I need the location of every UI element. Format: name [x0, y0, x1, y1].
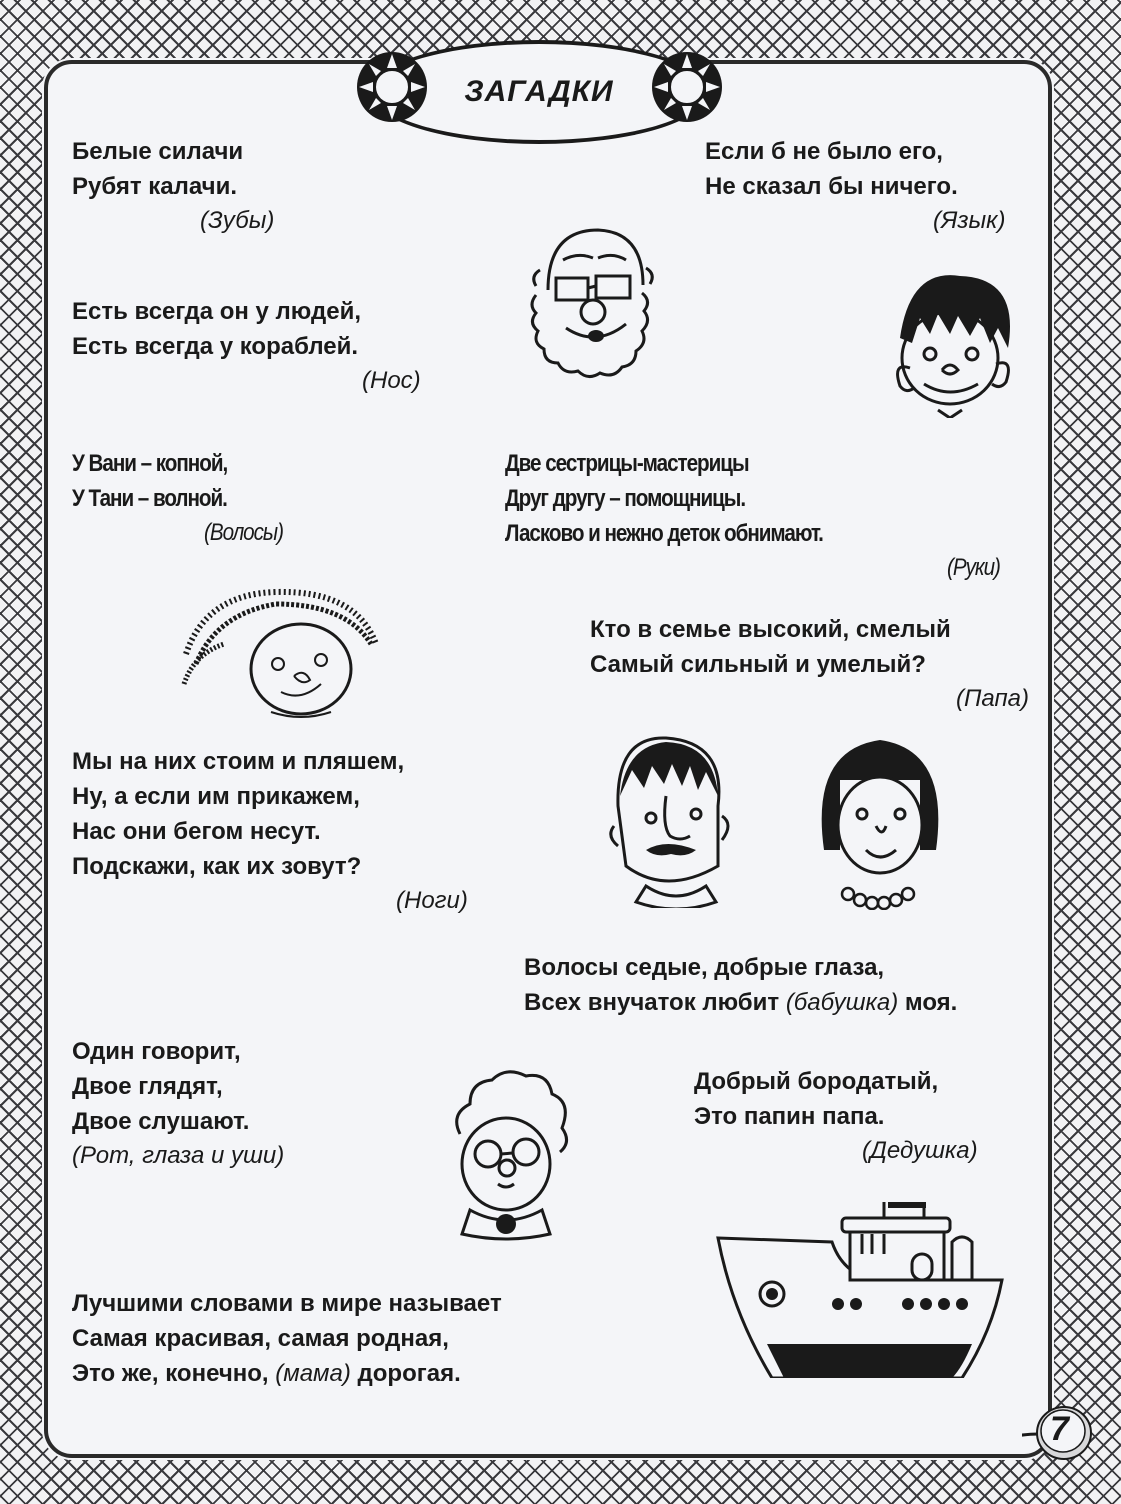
riddle-grandma: [524, 950, 957, 1020]
riddle-line: Две сестрицы-мастерицы: [505, 450, 749, 477]
riddle-grandpa: [694, 1064, 978, 1168]
riddle-line: Если б не было его,: [705, 138, 943, 165]
riddle-line: Белые силачи: [72, 138, 244, 165]
riddle-line: Один говорит,: [72, 1038, 241, 1065]
girl-face-icon: [176, 584, 386, 724]
riddle-hair: [72, 446, 296, 550]
riddle-line: Самый сильный и умелый?: [590, 651, 926, 678]
riddle-answer: (Папа): [956, 685, 1030, 712]
riddle-line: Двое глядят,: [72, 1073, 223, 1100]
grandma-face-icon: [440, 1064, 570, 1244]
riddle-answer: (Ноги): [396, 887, 468, 914]
riddle-text: моя.: [898, 989, 958, 1016]
riddle-answer: (Волосы): [204, 519, 283, 546]
riddle-line: Нас они бегом несут.: [72, 818, 321, 845]
grandpa-face-icon: [518, 220, 668, 385]
riddle-line: Ласково и нежно деток обнимают.: [505, 520, 823, 547]
riddle-answer: (мама): [275, 1360, 351, 1387]
riddle-line: Не сказал бы ничего.: [705, 173, 958, 200]
riddle-tongue: [705, 134, 1006, 238]
ship-icon: [712, 1202, 1012, 1378]
riddle-line: Мы на них стоим и пляшем,: [72, 748, 405, 775]
dad-face-icon: [606, 726, 734, 908]
riddle-legs: [72, 744, 468, 918]
riddle-line: [72, 1356, 502, 1391]
riddle-line: Двое слушают.: [72, 1108, 250, 1135]
riddle-line: Подскажи, как их зовут?: [72, 853, 362, 880]
riddle-face-parts: [72, 1034, 284, 1173]
riddle-answer: (Язык): [933, 207, 1006, 234]
riddle-hands: [505, 446, 1008, 585]
riddle-line: Лучшими словами в мире называет: [72, 1290, 502, 1317]
riddle-text: Всех внучаток любит: [524, 989, 786, 1016]
riddle-answer: (Рот, глаза и уши): [72, 1142, 285, 1169]
riddle-dad: [590, 612, 1029, 716]
riddle-text: дорогая.: [350, 1360, 461, 1387]
riddle-answer: (Дедушка): [862, 1137, 978, 1164]
boy-face-icon: [880, 268, 1020, 418]
mom-face-icon: [810, 730, 950, 910]
riddle-line: Рубят калачи.: [72, 173, 237, 200]
riddle-line: Это папин папа.: [694, 1103, 885, 1130]
page-title: ЗАГАДКИ: [464, 75, 614, 108]
page-number-badge: [1022, 1400, 1092, 1466]
sun-ornament-icon: [355, 50, 429, 124]
riddle-line: Волосы седые, добрые глаза,: [524, 954, 885, 981]
riddle-line: Есть всегда у кораблей.: [72, 333, 359, 360]
riddle-line: Есть всегда он у людей,: [72, 298, 361, 325]
page-number: 7: [1050, 1410, 1069, 1448]
riddle-answer: (Руки): [947, 554, 1000, 581]
riddle-line: Друг другу – помощницы.: [505, 485, 746, 512]
riddle-line: Самая красивая, самая родная,: [72, 1325, 449, 1352]
riddle-nose: [72, 294, 421, 398]
riddle-answer: (Зубы): [200, 207, 275, 234]
riddle-teeth: [72, 134, 274, 238]
riddle-mom: [72, 1286, 502, 1391]
riddle-line: У Вани – копной,: [72, 450, 228, 477]
riddle-line: [524, 985, 957, 1020]
riddle-line: Добрый бородатый,: [694, 1068, 939, 1095]
sun-ornament-icon: [650, 50, 724, 124]
riddle-line: Кто в семье высокий, смелый: [590, 616, 951, 643]
riddle-line: У Тани – волной.: [72, 485, 227, 512]
riddle-line: Ну, а если им прикажем,: [72, 783, 360, 810]
riddle-answer: (бабушка): [785, 989, 899, 1016]
riddle-text: Это же, конечно,: [72, 1360, 276, 1387]
riddle-answer: (Нос): [362, 367, 421, 394]
